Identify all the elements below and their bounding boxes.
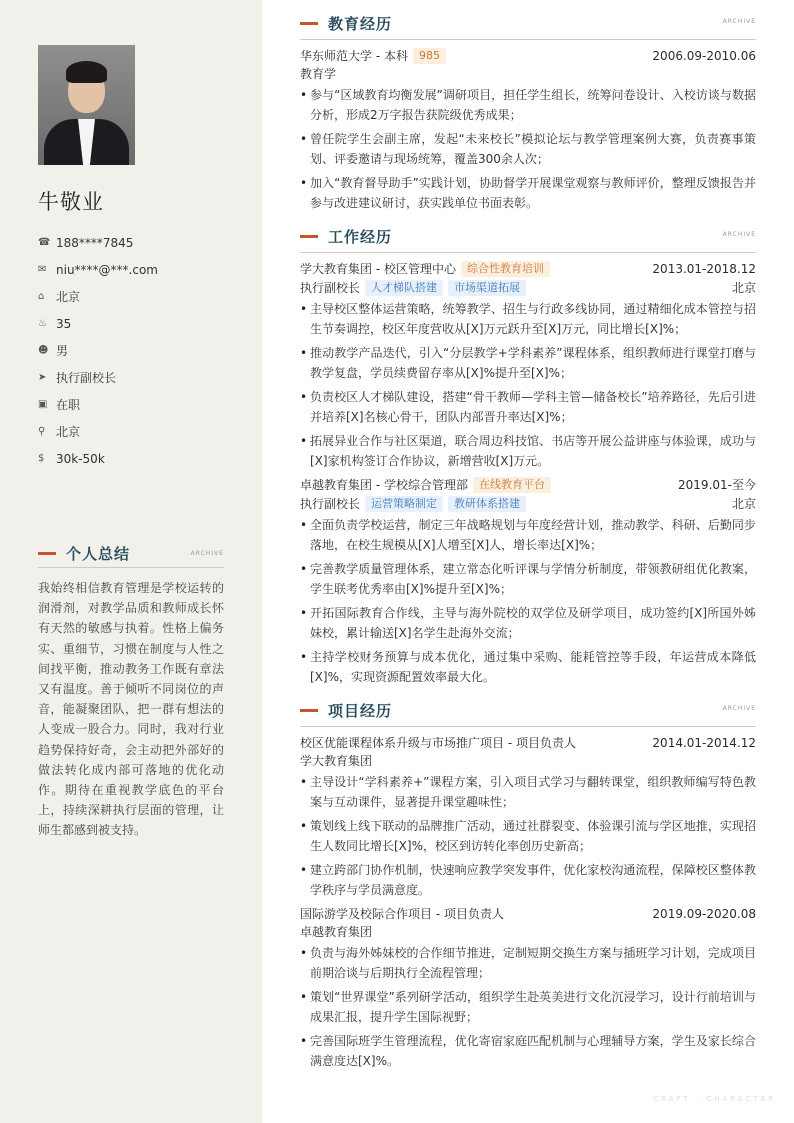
info-text: 在职 — [56, 398, 81, 412]
bullet-item: • 开拓国际教育合作线，主导与海外院校的双学位及研学项目，成功签约[X]所国外姊妹校，累计输送[X]名学生赴海外交流； — [300, 603, 756, 643]
bullet-item: • 负责校区人才梯队建设，搭建“骨干教师—学科主管—储备校长”培养路径，先后引进并培养[X]名核心骨干，团队内部晋升率达[X]%； — [300, 387, 756, 427]
entry-title-row — [300, 259, 756, 278]
education-entries — [300, 46, 756, 213]
work-entries — [300, 259, 756, 687]
info-item — [38, 391, 158, 418]
entry-title-left — [300, 260, 550, 277]
entry-title-row — [300, 46, 756, 65]
section-accent-bar — [300, 22, 318, 25]
sidebar — [0, 0, 262, 1123]
salary-icon: $ — [38, 453, 45, 464]
entry-date: 2014.01-2014.12 — [652, 735, 756, 750]
entry-org: 国际游学及校际合作项目 - 项目负责人 — [300, 907, 504, 921]
projects-archive-tag: ARCHIVE — [722, 705, 756, 712]
entry-title-row — [300, 733, 756, 752]
entry-bullets — [300, 299, 756, 471]
education-section — [300, 12, 756, 213]
bullet-item: • 建立跨部门协作机制，快速响应教学突发事件，优化家校沟通流程，保障校区整体教学秩序与学员满意度。 — [300, 860, 756, 900]
entry-role: 执行副校长 — [300, 497, 361, 511]
photo-hair — [66, 61, 107, 83]
entry-title-row — [300, 904, 756, 923]
info-item — [38, 229, 158, 256]
phone-icon: ☎ — [38, 237, 51, 248]
work-section — [300, 225, 756, 687]
entry-title-left — [300, 905, 504, 922]
entry-org: 华东师范大学 - 本科 — [300, 49, 408, 63]
entry-subtitle: 卓越教育集团 — [300, 925, 373, 939]
section-accent-bar — [300, 709, 318, 712]
send-icon: ➤ — [38, 372, 47, 383]
entry-subtitle: 学大教育集团 — [300, 754, 373, 768]
bullet-item: • 负责与海外姊妹校的合作细节推进，定制短期交换生方案与插班学习计划，完成项目前期洽谈与后期执行全流程管理； — [300, 943, 756, 983]
bullet-item: • 完善国际班学生管理流程，优化寄宿家庭匹配机制与心理辅导方案，学生及家长综合满意度达[X]%。 — [300, 1031, 756, 1071]
entry-subtitle: 教育学 — [300, 67, 337, 81]
entry-badge: 在线教育平台 — [473, 477, 551, 493]
info-item — [38, 337, 158, 364]
education-archive-tag: ARCHIVE — [722, 18, 756, 25]
education-header — [300, 12, 756, 40]
work-archive-tag: ARCHIVE — [722, 231, 756, 238]
entry-title-left — [300, 47, 446, 64]
summary-header — [38, 544, 224, 568]
bullet-item: • 曾任院学生会副主席，发起“未来校长”模拟论坛与教学管理案例大赛，负责赛事策划、评委邀请与现场统筹，覆盖300余人次； — [300, 129, 756, 169]
entry-badge: 985 — [413, 48, 446, 64]
entry-item — [300, 475, 756, 687]
section-accent-bar — [300, 235, 318, 238]
entry-role: 执行副校长 — [300, 281, 361, 295]
entry-role-left — [300, 495, 526, 512]
section-accent-bar — [38, 552, 56, 555]
entry-date: 2006.09-2010.06 — [652, 48, 756, 63]
entry-role-row — [300, 494, 756, 513]
work-title: 工作经历 — [328, 228, 393, 246]
bullet-item: • 主导设计“学科素养+”课程方案，引入项目式学习与翻转课堂，组织教师编写特色教案与互动课件，显著提升课堂趣味性； — [300, 772, 756, 812]
entry-item — [300, 46, 756, 213]
entry-tag: 市场渠道拓展 — [448, 280, 526, 296]
info-item — [38, 364, 158, 391]
bullet-item: • 推动教学产品迭代，引入“分层教学+学科素养”课程体系，组织教师进行课堂打磨与教学复盘，学员续费留存率从[X]%提升至[X]%； — [300, 343, 756, 383]
briefcase-icon: ▣ — [38, 399, 48, 410]
gender-icon: ☻ — [38, 345, 49, 356]
main-content — [300, 12, 756, 1083]
profile-info-list — [38, 229, 158, 472]
entry-title-left — [300, 734, 576, 751]
entry-item — [300, 259, 756, 471]
info-item — [38, 256, 158, 283]
bullet-item: • 主持学校财务预算与成本优化，通过集中采购、能耗管控等手段，年运营成本降低[X]%，实现资源配置效率最大化。 — [300, 647, 756, 687]
bullet-item: • 全面负责学校运营，制定三年战略规划与年度经营计划，推动教学、科研、后勤同步落地，在校生规模从[X]人增至[X]人，增长率达[X]%； — [300, 515, 756, 555]
entry-role-left — [300, 279, 526, 296]
project-entries — [300, 733, 756, 1071]
info-text: 30k-50k — [56, 451, 105, 466]
entry-org: 校区优能课程体系升级与市场推广项目 - 项目负责人 — [300, 736, 576, 750]
watermark: CRAFT · CHARACTER — [653, 1095, 776, 1103]
avatar-photo — [38, 45, 135, 165]
entry-tag: 教研体系搭建 — [448, 496, 526, 512]
info-text: 北京 — [56, 290, 81, 304]
entry-bullets — [300, 772, 756, 900]
entry-org: 学大教育集团 - 校区管理中心 — [300, 262, 456, 276]
entry-title-row — [300, 475, 756, 494]
summary-title: 个人总结 — [66, 545, 131, 563]
summary-archive-tag: ARCHIVE — [190, 550, 224, 557]
entry-role-row — [300, 278, 756, 297]
entry-bullets — [300, 943, 756, 1071]
bullet-item: • 拓展异业合作与社区渠道，联合周边科技馆、书店等开展公益讲座与体验课，成功与[X]家机构签订合作协议，新增营收[X]万元。 — [300, 431, 756, 471]
entry-date: 2013.01-2018.12 — [652, 261, 756, 276]
mail-icon: ✉ — [38, 264, 47, 275]
entry-bullets — [300, 515, 756, 687]
info-text: 北京 — [56, 425, 81, 439]
info-item — [38, 418, 158, 445]
bullet-item: • 策划“世界课堂”系列研学活动，组织学生赴英美进行文化沉浸学习，设计行前培训与成果汇报，提升学生国际视野； — [300, 987, 756, 1027]
info-item — [38, 283, 158, 310]
profile-name: 牛敬业 — [38, 190, 104, 214]
entry-city: 北京 — [731, 281, 756, 295]
bullet-item: • 加入“教育督导助手”实践计划，协助督学开展课堂观察与教师评价，整理反馈报告并参与改进建议研讨，获实践单位书面表彰。 — [300, 173, 756, 213]
entry-item — [300, 904, 756, 1071]
projects-title: 项目经历 — [328, 702, 393, 720]
info-text: 188****7845 — [56, 235, 134, 250]
bullet-item: • 策划线上线下联动的品牌推广活动，通过社群裂变、体验课引流与学区地推，实现招生人数同比增长[X]%，校区到访转化率创历史新高； — [300, 816, 756, 856]
entry-date: 2019.09-2020.08 — [652, 906, 756, 921]
entry-tag: 人才梯队搭建 — [365, 280, 443, 296]
location-icon: ⚲ — [38, 426, 46, 437]
entry-item — [300, 733, 756, 900]
info-item — [38, 445, 158, 472]
entry-org: 卓越教育集团 - 学校综合管理部 — [300, 478, 468, 492]
entry-title-left — [300, 476, 551, 493]
summary-section — [38, 544, 224, 841]
entry-bullets — [300, 85, 756, 213]
entry-city: 北京 — [731, 497, 756, 511]
info-item — [38, 310, 158, 337]
info-text: 执行副校长 — [56, 371, 117, 385]
info-text: 35 — [56, 316, 72, 331]
projects-header — [300, 699, 756, 727]
bullet-item: • 主导校区整体运营策略，统筹教学、招生与行政多线协同，通过精细化成本管控与招生节奏调控，校区年度营收从[X]万元跃升至[X]万元，同比增长[X]%； — [300, 299, 756, 339]
projects-section — [300, 699, 756, 1071]
entry-badge: 综合性教育培训 — [461, 261, 550, 277]
cake-icon: ♨ — [38, 318, 47, 329]
education-title: 教育经历 — [328, 15, 393, 33]
home-icon: ⌂ — [38, 291, 45, 302]
info-text: niu****@***.com — [56, 262, 158, 277]
bullet-item: • 参与“区域教育均衡发展”调研项目，担任学生组长，统筹问卷设计、入校访谈与数据分析，形成2万字报告获院级优秀成果； — [300, 85, 756, 125]
entry-tag: 运营策略制定 — [365, 496, 443, 512]
bullet-item: • 完善教学质量管理体系，建立常态化听评课与学情分析制度，带领教研组优化教案，学生联考优秀率由[X]%提升至[X]%； — [300, 559, 756, 599]
summary-text: 我始终相信教育管理是学校运转的润滑剂，对教学品质和教师成长怀有天然的敏感与执着。性格上偏务实、重细节，习惯在制度与人性之间找平衡，推动教务工作既有章法又有温度。善于倾听不同岗位的声音，能凝聚团队，把一群有想法的人变成一股合力。同时，我对行业趋势保持好奇，会主动把外部好的做法转化成内部可落地的优化动作。期待在重视教学底色的平台上，持续深耕执行层面的管理，让师生都感到被支持。 — [38, 581, 224, 838]
entry-date: 2019.01-至今 — [678, 478, 756, 492]
work-header — [300, 225, 756, 253]
info-text: 男 — [56, 344, 69, 358]
